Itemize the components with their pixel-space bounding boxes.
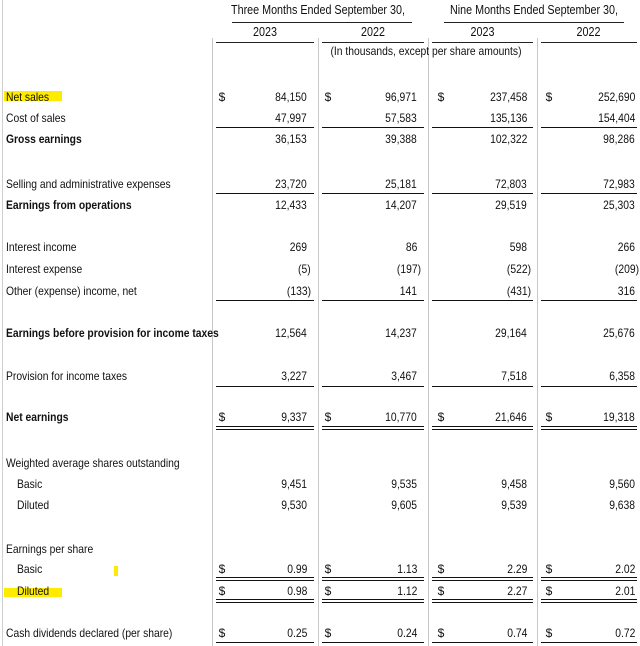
nine-months-header: Nine Months Ended September 30, bbox=[450, 3, 618, 17]
subtotal-underline bbox=[432, 300, 533, 301]
value-cell: 72,803 bbox=[495, 177, 527, 191]
row-label: Diluted bbox=[17, 584, 50, 598]
row-label: Earnings before provision for income taxes bbox=[6, 326, 219, 340]
table-row bbox=[0, 196, 640, 216]
table-row bbox=[0, 408, 640, 428]
value-cell: 19,318 bbox=[603, 410, 635, 424]
value-cell: 9,605 bbox=[391, 498, 417, 512]
value-cell: 0.72 bbox=[614, 626, 635, 640]
subtotal-underline bbox=[322, 300, 424, 301]
value-cell: 9,337 bbox=[281, 410, 307, 424]
currency-symbol: $ bbox=[545, 626, 553, 640]
value-cell: 96,971 bbox=[385, 90, 417, 104]
subtotal-underline bbox=[216, 386, 314, 387]
value-cell: 0.24 bbox=[396, 626, 417, 640]
row-label: Provision for income taxes bbox=[6, 369, 128, 383]
currency-symbol: $ bbox=[218, 562, 226, 576]
table-row bbox=[0, 88, 640, 108]
value-cell: 29,164 bbox=[495, 326, 527, 340]
currency-symbol: $ bbox=[437, 410, 445, 424]
value-cell: 0.74 bbox=[506, 626, 527, 640]
row-label: Interest expense bbox=[6, 262, 83, 276]
subtotal-underline bbox=[432, 193, 533, 194]
table-row bbox=[0, 454, 640, 474]
row-label: Cash dividends declared (per share) bbox=[6, 626, 173, 640]
value-cell: 9,458 bbox=[501, 477, 527, 491]
year-header: 2023 bbox=[470, 25, 495, 39]
value-cell: 9,451 bbox=[281, 477, 307, 491]
total-double-underline bbox=[541, 577, 637, 581]
value-cell: 102,322 bbox=[489, 132, 527, 146]
year-underline bbox=[322, 42, 424, 43]
currency-symbol: $ bbox=[437, 626, 445, 640]
value-cell: 1.13 bbox=[396, 562, 417, 576]
section-label: Earnings per share bbox=[6, 542, 94, 556]
subtotal-underline bbox=[322, 642, 424, 643]
row-label: Basic bbox=[17, 477, 43, 491]
year-header: 2022 bbox=[576, 25, 601, 39]
value-cell: 0.99 bbox=[286, 562, 307, 576]
subtotal-underline bbox=[541, 386, 637, 387]
value-cell: 23,720 bbox=[275, 177, 307, 191]
year-underline bbox=[216, 42, 314, 43]
table-row bbox=[0, 282, 640, 302]
value-cell: 7,518 bbox=[501, 369, 527, 383]
subtotal-underline bbox=[541, 127, 637, 128]
value-cell: 10,770 bbox=[385, 410, 417, 424]
subtotal-underline bbox=[322, 193, 424, 194]
row-label: Cost of sales bbox=[6, 111, 66, 125]
value-cell: 47,997 bbox=[275, 111, 307, 125]
value-cell: 237,458 bbox=[489, 90, 527, 104]
value-cell: 316 bbox=[617, 284, 635, 298]
year-header: 2022 bbox=[361, 25, 385, 39]
value-cell: 9,535 bbox=[391, 477, 417, 491]
total-double-underline bbox=[432, 599, 533, 603]
total-double-underline bbox=[322, 426, 424, 430]
table-row bbox=[0, 475, 640, 495]
currency-symbol: $ bbox=[218, 410, 226, 424]
subtotal-underline bbox=[432, 642, 533, 643]
currency-symbol: $ bbox=[545, 90, 553, 104]
value-cell: 2.02 bbox=[614, 562, 635, 576]
value-cell: (197) bbox=[396, 262, 421, 276]
row-label: Net sales bbox=[6, 90, 50, 104]
value-cell: 72,983 bbox=[603, 177, 635, 191]
currency-symbol: $ bbox=[545, 562, 553, 576]
row-label: Net earnings bbox=[6, 410, 69, 424]
value-cell: 14,237 bbox=[385, 326, 417, 340]
value-cell: 98,286 bbox=[603, 132, 635, 146]
currency-symbol: $ bbox=[545, 584, 553, 598]
value-cell: (5) bbox=[298, 262, 311, 276]
currency-symbol: $ bbox=[324, 626, 332, 640]
total-double-underline bbox=[216, 426, 314, 430]
year-header: 2023 bbox=[253, 25, 277, 39]
value-cell: 154,404 bbox=[597, 111, 635, 125]
value-cell: 3,467 bbox=[391, 369, 417, 383]
currency-symbol: $ bbox=[437, 562, 445, 576]
value-cell: 9,638 bbox=[609, 498, 635, 512]
value-cell: 0.98 bbox=[286, 584, 307, 598]
value-cell: 12,433 bbox=[275, 198, 307, 212]
subtotal-underline bbox=[216, 127, 314, 128]
units-note: (In thousands, except per share amounts) bbox=[330, 44, 522, 58]
currency-symbol: $ bbox=[437, 584, 445, 598]
currency-symbol: $ bbox=[218, 90, 226, 104]
currency-symbol: $ bbox=[545, 410, 553, 424]
table-row bbox=[0, 367, 640, 387]
value-cell: (431) bbox=[506, 284, 531, 298]
total-double-underline bbox=[541, 426, 637, 430]
subtotal-underline bbox=[216, 193, 314, 194]
total-double-underline bbox=[432, 426, 533, 430]
table-row bbox=[0, 496, 640, 516]
subtotal-underline bbox=[541, 300, 637, 301]
value-cell: 39,388 bbox=[385, 132, 417, 146]
row-label: Earnings from operations bbox=[6, 198, 132, 212]
value-cell: 9,560 bbox=[609, 477, 635, 491]
value-cell: 25,303 bbox=[603, 198, 635, 212]
header-underline bbox=[232, 22, 412, 23]
currency-symbol: $ bbox=[324, 584, 332, 598]
value-cell: 36,153 bbox=[275, 132, 307, 146]
value-cell: 1.12 bbox=[396, 584, 417, 598]
total-double-underline bbox=[432, 577, 533, 581]
row-label: Basic bbox=[17, 562, 43, 576]
value-cell: 86 bbox=[405, 240, 417, 254]
value-cell: 141 bbox=[399, 284, 417, 298]
value-cell: (522) bbox=[506, 262, 531, 276]
value-cell: 84,150 bbox=[275, 90, 307, 104]
year-underline bbox=[432, 42, 533, 43]
currency-symbol: $ bbox=[324, 410, 332, 424]
total-double-underline bbox=[541, 599, 637, 603]
value-cell: 266 bbox=[617, 240, 635, 254]
row-label: Gross earnings bbox=[6, 132, 82, 146]
total-double-underline bbox=[322, 599, 424, 603]
currency-symbol: $ bbox=[324, 90, 332, 104]
table-row bbox=[0, 130, 640, 150]
value-cell: 29,519 bbox=[495, 198, 527, 212]
row-label: Other (expense) income, net bbox=[6, 284, 137, 298]
header-underline bbox=[444, 22, 624, 23]
row-label: Selling and administrative expenses bbox=[6, 177, 171, 191]
row-label: Interest income bbox=[6, 240, 77, 254]
total-double-underline bbox=[216, 599, 314, 603]
section-label: Weighted average shares outstanding bbox=[6, 456, 180, 470]
value-cell: 9,530 bbox=[281, 498, 307, 512]
subtotal-underline bbox=[216, 300, 314, 301]
value-cell: 269 bbox=[289, 240, 307, 254]
table-row bbox=[0, 175, 640, 195]
value-cell: 57,583 bbox=[385, 111, 417, 125]
value-cell: 252,690 bbox=[597, 90, 635, 104]
value-cell: 14,207 bbox=[385, 198, 417, 212]
value-cell: 3,227 bbox=[281, 369, 307, 383]
value-cell: 2.01 bbox=[614, 584, 635, 598]
value-cell: 598 bbox=[509, 240, 527, 254]
subtotal-underline bbox=[322, 386, 424, 387]
value-cell: 6,358 bbox=[609, 369, 635, 383]
currency-symbol: $ bbox=[218, 626, 226, 640]
value-cell: 25,676 bbox=[603, 326, 635, 340]
total-double-underline bbox=[216, 577, 314, 581]
table-row bbox=[0, 324, 640, 344]
subtotal-underline bbox=[216, 642, 314, 643]
table-row bbox=[0, 238, 640, 258]
table-row bbox=[0, 540, 640, 560]
subtotal-underline bbox=[541, 642, 637, 643]
table-row bbox=[0, 624, 640, 644]
value-cell: 0.25 bbox=[286, 626, 307, 640]
value-cell: 135,136 bbox=[489, 111, 527, 125]
subtotal-underline bbox=[432, 127, 533, 128]
row-label: Diluted bbox=[17, 498, 50, 512]
total-double-underline bbox=[322, 577, 424, 581]
value-cell: (209) bbox=[614, 262, 639, 276]
table-row bbox=[0, 109, 640, 129]
year-underline bbox=[541, 42, 637, 43]
value-cell: 12,564 bbox=[275, 326, 307, 340]
subtotal-underline bbox=[322, 127, 424, 128]
subtotal-underline bbox=[541, 193, 637, 194]
value-cell: 2.29 bbox=[506, 562, 527, 576]
value-cell: (133) bbox=[286, 284, 311, 298]
subtotal-underline bbox=[432, 386, 533, 387]
three-months-header: Three Months Ended September 30, bbox=[231, 3, 405, 17]
value-cell: 21,646 bbox=[495, 410, 527, 424]
value-cell: 9,539 bbox=[501, 498, 527, 512]
currency-symbol: $ bbox=[218, 584, 226, 598]
currency-symbol: $ bbox=[437, 90, 445, 104]
table-row bbox=[0, 260, 640, 280]
value-cell: 25,181 bbox=[385, 177, 417, 191]
value-cell: 2.27 bbox=[506, 584, 527, 598]
currency-symbol: $ bbox=[324, 562, 332, 576]
